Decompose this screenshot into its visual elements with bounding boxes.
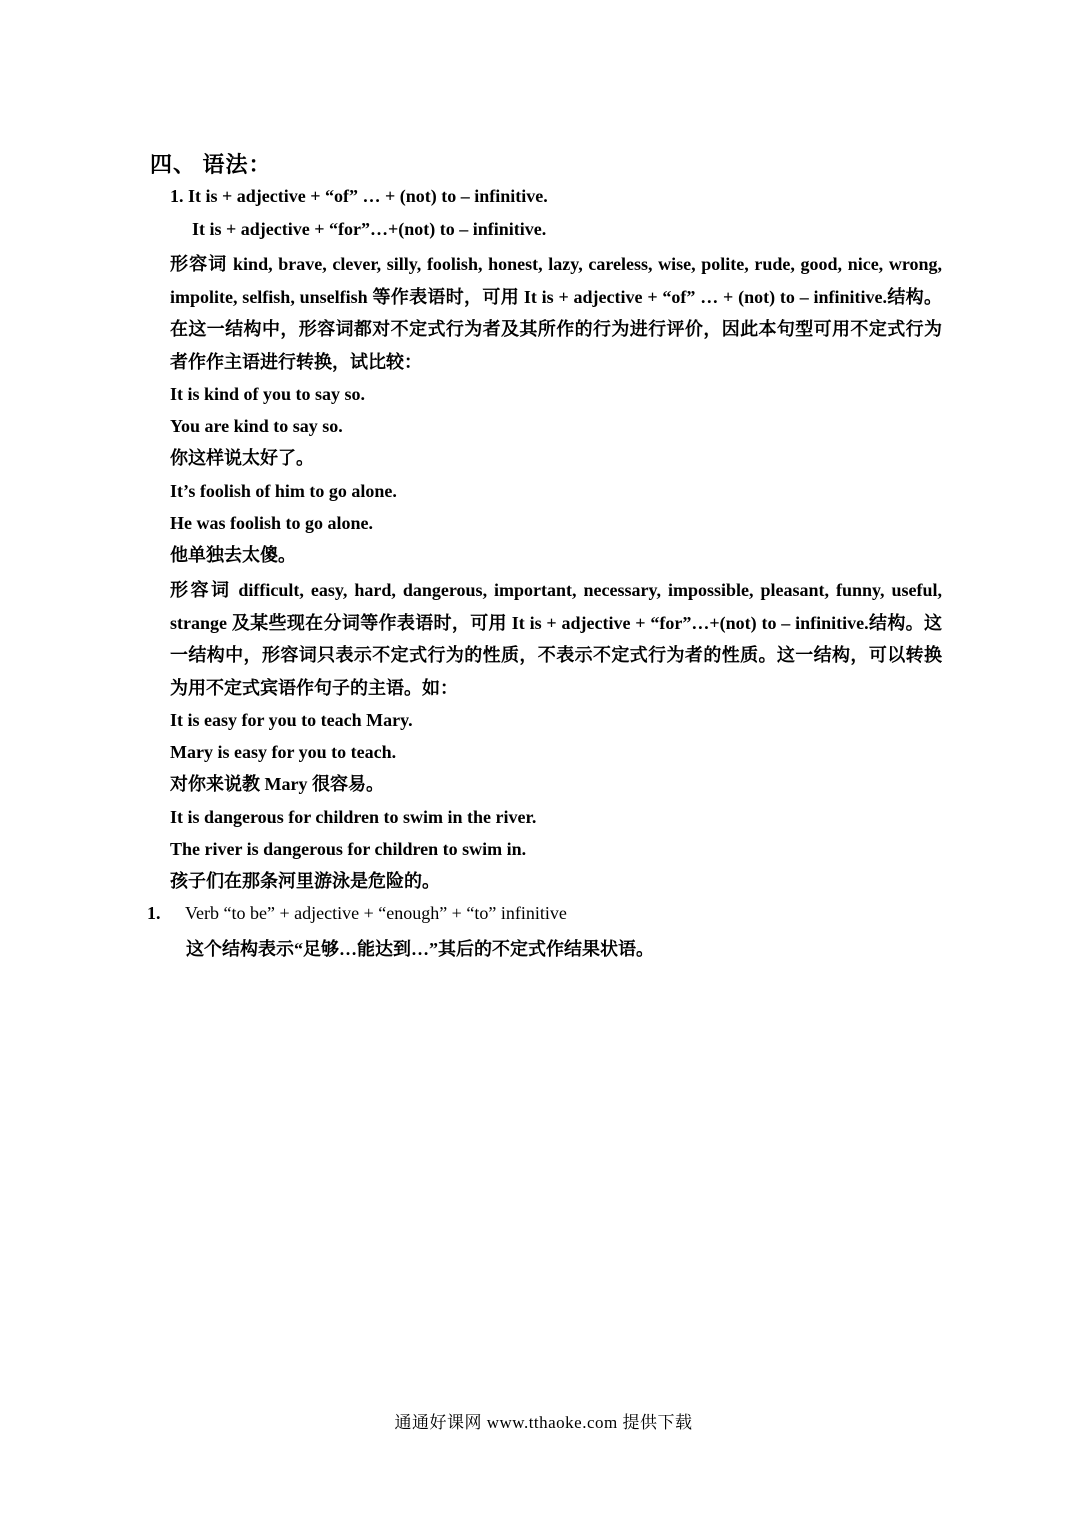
- paragraph-of-structure: 形容词 kind, brave, clever, silly, foolish, honest, lazy, careless, wise, polite, rude, good, nice, wrong, impolite, selfish, unselfish 等作表语时，可用 It is + adjective + “of” … + (not) to – infinitive.结构。在这一结构中，形容词都对不定式行为者及其所作的行为进行评价，因此本句型可用不定式行为者作作主语进行转换，试比较：: [170, 254, 942, 372]
- example-translation: 他单独去太傻。: [170, 545, 296, 565]
- example-line: The river is dangerous for children to swim in.: [170, 839, 527, 859]
- example-line: It is kind of you to say so.: [170, 384, 366, 404]
- paragraph-for-structure: 形容词 difficult, easy, hard, dangerous, important, necessary, impossible, pleasant, funny, useful, strange 及某些现在分词等作表语时，可用 It is + adjective + “for”…+(not) to – infinitive.结构。这一结构中，形容词只表示不定式行为的性质，不表示不定式行为者的性质。这一结构，可以转换为用不定式宾语作句子的主语。如：: [170, 580, 942, 698]
- example-line: Mary is easy for you to teach.: [170, 742, 397, 762]
- example-translation: 你这样说太好了。: [170, 448, 314, 468]
- example-line: He was foolish to go alone.: [170, 513, 374, 533]
- item-number: 1.: [147, 903, 161, 923]
- section-heading: 四、 语法：: [150, 152, 272, 177]
- example-line: You are kind to say so.: [170, 416, 343, 436]
- example-translation: 对你来说教 Mary 很容易。: [170, 774, 384, 794]
- example-translation: 孩子们在那条河里游泳是危险的。: [170, 871, 440, 891]
- enough-structure-item: [147, 903, 567, 924]
- page-footer: 通通好课网 www.tthaoke.com 提供下载: [394, 1413, 693, 1432]
- formula-for: It is + adjective + “for”…+(not) to – infinitive.: [192, 219, 547, 239]
- item-description: 这个结构表示“足够…能达到…”其后的不定式作结果状语。: [186, 939, 654, 959]
- item-formula: Verb “to be” + adjective + “enough” + “to” infinitive: [185, 903, 567, 923]
- example-line: It’s foolish of him to go alone.: [170, 481, 397, 501]
- formula-of: 1. It is + adjective + “of” … + (not) to – infinitive.: [170, 186, 548, 206]
- example-line: It is dangerous for children to swim in the river.: [170, 807, 537, 827]
- example-line: It is easy for you to teach Mary.: [170, 710, 413, 730]
